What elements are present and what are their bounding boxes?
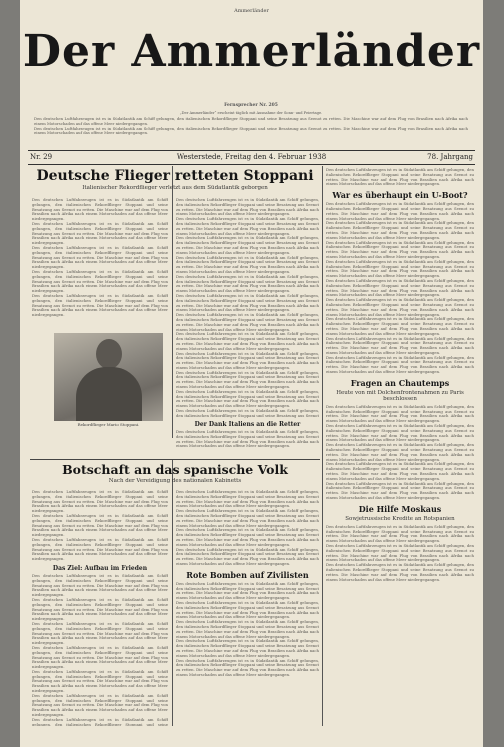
section-divider xyxy=(30,459,320,460)
article-botschaft xyxy=(30,462,320,487)
masthead-phone: Fernsprecher Nr. 205 xyxy=(224,103,278,108)
column-1-lower: Den deutschen Luftfahrzeugen ist es in Südatlantik am Schiff gelungen, den italienischen Rekordflieger Stoppani und seine Besatzung aus Seenot zu retten. Die Maschine war auf dem Flug von Brasilien nach Afrika nach einem Motorschaden auf das offene Meer niedergegangen. Den deutschen Luftfahrzeugen ist es in Südatlantik am Schiff gelungen, den italienischen Rekordflieger Stoppani und seine Besatzung aus Seenot zu retten. Die Maschine war auf dem Flug von Brasilien nach Afrika nach einem Motorschaden auf das offene Meer niedergegangen. Den deutschen Luftfahrzeugen ist es in Südatlantik am Schiff gelungen, den italienischen Rekordflieger Stoppani und seine Besatzung aus Seenot zu retten. Die Maschine war auf dem Flug von Brasilien nach Afrika nach einem Motorschaden auf das offene Meer niedergegangen. Das Ziel: Aufbau im Frieden Den deutschen Luftfahrzeugen ist es in Südatlantik am Schiff gelungen, den italienischen Rekordflieger Stoppani und seine Besatzung aus Seenot zu retten. Die Maschine war auf dem Flug von Brasilien nach Afrika nach einem Motorschaden auf das offene Meer niedergegangen. Den deutschen Luftfahrzeugen ist es in Südatlantik am Schiff gelungen, den italienischen Rekordflieger Stoppani und seine Besatzung aus Seenot zu retten. Die Maschine war auf dem Flug von Brasilien nach Afrika nach einem Motorschaden auf das offene Meer niedergegangen. Den deutschen Luftfahrzeugen ist es in Südatlantik am Schiff gelungen, den italienischen Rekordflieger Stoppani und seine Besatzung aus Seenot zu retten. Die Maschine war auf dem Flug von Brasilien nach Afrika nach einem Motorschaden auf das offene Meer niedergegangen. Den deutschen Luftfahrzeugen ist es in Südatlantik am Schiff gelungen, den italienischen Rekordflieger Stoppani und seine Besatzung aus Seenot zu retten. Die Maschine war auf dem Flug von Brasilien nach Afrika nach einem Motorschaden auf das offene Meer niedergegangen. Den deutschen Luftfahrzeugen ist es in Südatlantik am Schiff gelungen, den italienischen Rekordflieger Stoppani und seine Besatzung aus Seenot zu retten. Die Maschine war auf dem Flug von Brasilien nach Afrika nach einem Motorschaden auf das offene Meer niedergegangen. Den deutschen Luftfahrzeugen ist es in Südatlantik am Schiff gelungen, den italienischen Rekordflieger Stoppani und seine Besatzung aus Seenot zu retten. Die Maschine war auf dem Flug von Brasilien nach Afrika nach einem Motorschaden auf das offene Meer niedergegangen. Den deutschen Luftfahrzeugen ist es in Südatlantik am Schiff gelungen, den italienischen Rekordflieger Stoppani und seine xyxy=(32,490,168,726)
headline-aufbau: Das Ziel: Aufbau im Frieden xyxy=(52,564,148,572)
stoppani-photo xyxy=(54,333,163,421)
headline-chautemps: Fragen an Chautemps xyxy=(350,377,450,388)
photo-caption: Rekordflieger Mario Stoppani. xyxy=(77,422,140,427)
subhead-chautemps: Heute von mit Dolchenfrontenahmen zu Paris beschlossen xyxy=(336,389,464,402)
photo-figure-head xyxy=(96,339,122,369)
headline-dank-italiens: Der Dank Italiens an die Retter xyxy=(194,421,301,428)
masthead-publication-notice: „Der Ammerländer“ erscheint täglich mit Ausnahme der Sonn- und Feiertage. xyxy=(179,111,323,115)
headline-moskau: Die Hilfe Moskaus xyxy=(358,503,442,514)
photo-figure-body xyxy=(76,367,142,421)
masthead-title: Der Ammerländer xyxy=(22,26,481,77)
article-stoppani xyxy=(30,168,320,194)
volume-year: 78. Jahrgang xyxy=(427,153,473,161)
subhead-stoppani: Italienischer Rekordflieger verletzt aus dem Südatlantik geborgen xyxy=(82,185,268,191)
newspaper-page xyxy=(20,0,483,747)
issue-number: Nr. 29 xyxy=(30,153,53,161)
subhead-botschaft: Nach der Vereidigung des nationalen Kabinetts xyxy=(108,478,242,484)
column-1-text: Den deutschen Luftfahrzeugen ist es in Südatlantik am Schiff gelungen, den italienischen Rekordflieger Stoppani und seine Besatzung aus Seenot zu retten. Die Maschine war auf dem Flug von Brasilien nach Afrika nach einem Motorschaden auf das offene Meer niedergegangen. Den deutschen Luftfahrzeugen ist es in Südatlantik am Schiff gelungen, den italienischen Rekordflieger Stoppani und seine Besatzung aus Seenot zu retten. Die Maschine war auf dem Flug von Brasilien nach Afrika nach einem Motorschaden auf das offene Meer niedergegangen. Den deutschen Luftfahrzeugen ist es in Südatlantik am Schiff gelungen, den italienischen Rekordflieger Stoppani und seine Besatzung aus Seenot zu retten. Die Maschine war auf dem Flug von Brasilien nach Afrika nach einem Motorschaden auf das offene Meer niedergegangen. Den deutschen Luftfahrzeugen ist es in Südatlantik am Schiff gelungen, den italienischen Rekordflieger Stoppani und seine Besatzung aus Seenot zu retten. Die Maschine war auf dem Flug von Brasilien nach Afrika nach einem Motorschaden auf das offene Meer niedergegangen. Den deutschen Luftfahrzeugen ist es in Südatlantik am Schiff gelungen, den italienischen Rekordflieger Stoppani und seine Besatzung aus Seenot zu retten. Die Maschine war auf dem Flug von Brasilien nach Afrika nach einem Motorschaden auf das offene Meer niedergegangen. xyxy=(32,198,168,318)
subhead-moskau: Sowjetrussische Kredite an Rotspanien xyxy=(345,515,455,522)
column-2-text: Den deutschen Luftfahrzeugen ist es in Südatlantik am Schiff gelungen, den italienischen Rekordflieger Stoppani und seine Besatzung aus Seenot zu retten. Die Maschine war auf dem Flug von Brasilien nach Afrika nach einem Motorschaden auf das offene Meer niedergegangen. Den deutschen Luftfahrzeugen ist es in Südatlantik am Schiff gelungen, den italienischen Rekordflieger Stoppani und seine Besatzung aus Seenot zu retten. Die Maschine war auf dem Flug von Brasilien nach Afrika nach einem Motorschaden auf das offene Meer niedergegangen. Den deutschen Luftfahrzeugen ist es in Südatlantik am Schiff gelungen, den italienischen Rekordflieger Stoppani und seine Besatzung aus Seenot zu retten. Die Maschine war auf dem Flug von Brasilien nach Afrika nach einem Motorschaden auf das offene Meer niedergegangen. Den deutschen Luftfahrzeugen ist es in Südatlantik am Schiff gelungen, den italienischen Rekordflieger Stoppani und seine Besatzung aus Seenot zu retten. Die Maschine war auf dem Flug von Brasilien nach Afrika nach einem Motorschaden auf das offene Meer niedergegangen. Den deutschen Luftfahrzeugen ist es in Südatlantik am Schiff gelungen, den italienischen Rekordflieger Stoppani und seine Besatzung aus Seenot zu retten. Die Maschine war auf dem Flug von Brasilien nach Afrika nach einem Motorschaden auf das offene Meer niedergegangen. Den deutschen Luftfahrzeugen ist es in Südatlantik am Schiff gelungen, den italienischen Rekordflieger Stoppani und seine Besatzung aus Seenot zu retten. Die Maschine war auf dem Flug von Brasilien nach Afrika nach einem Motorschaden auf das offene Meer niedergegangen. Den deutschen Luftfahrzeugen ist es in Südatlantik am Schiff gelungen, den italienischen Rekordflieger Stoppani und seine Besatzung aus Seenot zu retten. Die Maschine war auf dem Flug von Brasilien nach Afrika nach einem Motorschaden auf das offene Meer niedergegangen. Den deutschen Luftfahrzeugen ist es in Südatlantik am Schiff gelungen, den italienischen Rekordflieger Stoppani und seine Besatzung aus Seenot zu retten. Die Maschine war auf dem Flug von Brasilien nach Afrika nach einem Motorschaden auf das offene Meer niedergegangen. Den deutschen Luftfahrzeugen ist es in Südatlantik am Schiff gelungen, den italienischen Rekordflieger Stoppani und seine Besatzung aus Seenot zu retten. Die Maschine war auf dem Flug von Brasilien nach Afrika nach einem Motorschaden auf das offene Meer niedergegangen. Den deutschen Luftfahrzeugen ist es in Südatlantik am Schiff gelungen, den italienischen Rekordflieger Stoppani und seine Besatzung aus Seenot zu retten. Die Maschine war auf dem Flug von Brasilien nach Afrika nach einem Motorschaden auf das offene Meer niedergegangen. Den deutschen Luftfahrzeugen ist es in Südatlantik am Schiff gelungen, den italienischen Rekordflieger Stoppani und seine Besatzung aus Seenot zu retten. Die Maschine war auf dem Flug von Brasilien nach Afrika nach einem Motorschaden auf das offene Meer niedergegangen. Den deutschen Luftfahrzeugen ist es in Südatlantik am Schiff gelungen, den italienischen Rekordflieger Stoppani und seine Besatzung aus Seenot xyxy=(176,198,319,418)
dateline-bar xyxy=(28,150,475,165)
masthead-subscription-info: Den deutschen Luftfahrzeugen ist es in Südatlantik am Schiff gelungen, den italienischen Rekordflieger Stoppani und seine Besatzung aus Seenot zu retten. Die Maschine war auf dem Flug von Brasilien nach Afrika nach einem Motorschaden auf das offene Meer niedergegangen. Den deutschen Luftfahrzeugen ist es in Südatlantik am Schiff gelungen, den italienischen Rekordflieger Stoppani und seine Besatzung aus Seenot zu retten. Die Maschine war auf dem Flug von Brasilien nach Afrika nach einem Motorschaden auf das offene Meer niedergegangen. xyxy=(34,117,468,136)
headline-stoppani: Deutsche Flieger retteten Stoppani xyxy=(36,168,314,184)
column-rule xyxy=(172,460,173,726)
masthead-top-label: Ammerländer xyxy=(234,8,269,14)
issue-date: Westerstede, Freitag den 4. Februar 1938 xyxy=(176,153,327,161)
column-3: Den deutschen Luftfahrzeugen ist es in Südatlantik am Schiff gelungen, den italienischen Rekordflieger Stoppani und seine Besatzung aus Seenot zu retten. Die Maschine war auf dem Flug von Brasilien nach Afrika nach einem Motorschaden auf das offene Meer niedergegangen. War es überhaupt ein U-Boot? Den deutschen Luftfahrzeugen ist es in Südatlantik am Schiff gelungen, den italienischen Rekordflieger Stoppani und seine Besatzung aus Seenot zu retten. Die Maschine war auf dem Flug von Brasilien nach Afrika nach einem Motorschaden auf das offene Meer niedergegangen. Den deutschen Luftfahrzeugen ist es in Südatlantik am Schiff gelungen, den italienischen Rekordflieger Stoppani und seine Besatzung aus Seenot zu retten. Die Maschine war auf dem Flug von Brasilien nach Afrika nach einem Motorschaden auf das offene Meer niedergegangen. Den deutschen Luftfahrzeugen ist es in Südatlantik am Schiff gelungen, den italienischen Rekordflieger Stoppani und seine Besatzung aus Seenot zu retten. Die Maschine war auf dem Flug von Brasilien nach Afrika nach einem Motorschaden auf das offene Meer niedergegangen. Den deutschen Luftfahrzeugen ist es in Südatlantik am Schiff gelungen, den italienischen Rekordflieger Stoppani und seine Besatzung aus Seenot zu retten. Die Maschine war auf dem Flug von Brasilien nach Afrika nach einem Motorschaden auf das offene Meer niedergegangen. Den deutschen Luftfahrzeugen ist es in Südatlantik am Schiff gelungen, den italienischen Rekordflieger Stoppani und seine Besatzung aus Seenot zu retten. Die Maschine war auf dem Flug von Brasilien nach Afrika nach einem Motorschaden auf das offene Meer niedergegangen. Den deutschen Luftfahrzeugen ist es in Südatlantik am Schiff gelungen, den italienischen Rekordflieger Stoppani und seine Besatzung aus Seenot zu retten. Die Maschine war auf dem Flug von Brasilien nach Afrika nach einem Motorschaden auf das offene Meer niedergegangen. Den deutschen Luftfahrzeugen ist es in Südatlantik am Schiff gelungen, den italienischen Rekordflieger Stoppani und seine Besatzung aus Seenot zu retten. Die Maschine war auf dem Flug von Brasilien nach Afrika nach einem Motorschaden auf das offene Meer niedergegangen. Den deutschen Luftfahrzeugen ist es in Südatlantik am Schiff gelungen, den italienischen Rekordflieger Stoppani und seine Besatzung aus Seenot zu retten. Die Maschine war auf dem Flug von Brasilien nach Afrika nach einem Motorschaden auf das offene Meer niedergegangen. Den deutschen Luftfahrzeugen ist es in Südatlantik am Schiff gelungen, den italienischen Rekordflieger Stoppani und seine Besatzung aus Seenot zu retten. Die Maschine war auf dem Flug von Brasilien nach Afrika nach einem Motorschaden auf das offene Meer niedergegangen. Fragen an Chautemps Heute von mit Dolchenfrontenahmen zu Paris beschlossen Den deutschen Luftfahrzeugen ist es in Südatlantik am Schiff gelungen, den italienischen Rekordflieger Stoppani und seine Besatzung aus Seenot zu retten. Die Maschine war auf dem Flug von Brasilien nach Afrika nach einem Motorschaden auf das offene Meer niedergegangen. Den deutschen Luftfahrzeugen ist es in Südatlantik am Schiff gelungen, den italienischen Rekordflieger Stoppani und seine Besatzung aus Seenot zu retten. Die Maschine war auf dem Flug von Brasilien nach Afrika nach einem Motorschaden auf das offene Meer niedergegangen. Den deutschen Luftfahrzeugen ist es in Südatlantik am Schiff gelungen, den italienischen Rekordflieger Stoppani und seine Besatzung aus Seenot zu retten. Die Maschine war auf dem Flug von Brasilien nach Afrika nach einem Motorschaden auf das offene Meer niedergegangen. Den deutschen Luftfahrzeugen ist es in Südatlantik am Schiff gelungen, den italienischen Rekordflieger Stoppani und seine Besatzung aus Seenot zu retten. Die Maschine war auf dem Flug von Brasilien nach Afrika nach einem Motorschaden auf das offene Meer niedergegangen. Den deutschen Luftfahrzeugen ist es in Südatlantik am Schiff gelungen, den italienischen Rekordflieger Stoppani und seine Besatzung aus Seenot zu retten. Die Maschine war auf dem Flug von Brasilien nach Afrika nach einem Motorschaden auf das offene Meer niedergegangen. Die Hilfe Moskaus Sowjetrussische Kredite an Rotspanien Den deutschen Luftfahrzeugen ist es in Südatlantik am Schiff gelungen, den italienischen Rekordflieger Stoppani und seine Besatzung aus Seenot zu retten. Die Maschine war auf dem Flug von Brasilien nach Afrika nach einem Motorschaden auf das offene Meer niedergegangen. Den deutschen Luftfahrzeugen ist es in Südatlantik am Schiff gelungen, den italienischen Rekordflieger Stoppani und seine Besatzung aus Seenot zu retten. Die Maschine war auf dem Flug von Brasilien nach Afrika nach einem Motorschaden auf das offene Meer niedergegangen. Den deutschen Luftfahrzeugen ist es in Südatlantik am Schiff gelungen, den italienischen Rekordflieger Stoppani und seine Besatzung aus Seenot zu retten. Die Maschine war auf dem Flug von Brasilien nach Afrika nach einem Motorschaden auf das offene Meer niedergegangen. xyxy=(326,168,474,582)
headline-botschaft: Botschaft an das spanische Volk xyxy=(62,462,288,477)
column-rule xyxy=(172,166,173,438)
column-rule xyxy=(322,166,323,726)
headline-rote-bomben: Rote Bomben auf Zivilisten xyxy=(186,569,309,580)
headline-u-boot: War es überhaupt ein U-Boot? xyxy=(332,190,468,201)
column-2-lower: Den deutschen Luftfahrzeugen ist es in Südatlantik am Schiff gelungen, den italienischen Rekordflieger Stoppani und seine Besatzung aus Seenot zu retten. Die Maschine war auf dem Flug von Brasilien nach Afrika nach einem Motorschaden auf das offene Meer niedergegangen. Den deutschen Luftfahrzeugen ist es in Südatlantik am Schiff gelungen, den italienischen Rekordflieger Stoppani und seine Besatzung aus Seenot zu retten. Die Maschine war auf dem Flug von Brasilien nach Afrika nach einem Motorschaden auf das offene Meer niedergegangen. Den deutschen Luftfahrzeugen ist es in Südatlantik am Schiff gelungen, den italienischen Rekordflieger Stoppani und seine Besatzung aus Seenot zu retten. Die Maschine war auf dem Flug von Brasilien nach Afrika nach einem Motorschaden auf das offene Meer niedergegangen. Den deutschen Luftfahrzeugen ist es in Südatlantik am Schiff gelungen, den italienischen Rekordflieger Stoppani und seine Besatzung aus Seenot zu retten. Die Maschine war auf dem Flug von Brasilien nach Afrika nach einem Motorschaden auf das offene Meer niedergegangen. Rote Bomben auf Zivilisten Den deutschen Luftfahrzeugen ist es in Südatlantik am Schiff gelungen, den italienischen Rekordflieger Stoppani und seine Besatzung aus Seenot zu retten. Die Maschine war auf dem Flug von Brasilien nach Afrika nach einem Motorschaden auf das offene Meer niedergegangen. Den deutschen Luftfahrzeugen ist es in Südatlantik am Schiff gelungen, den italienischen Rekordflieger Stoppani und seine Besatzung aus Seenot zu retten. Die Maschine war auf dem Flug von Brasilien nach Afrika nach einem Motorschaden auf das offene Meer niedergegangen. Den deutschen Luftfahrzeugen ist es in Südatlantik am Schiff gelungen, den italienischen Rekordflieger Stoppani und seine Besatzung aus Seenot zu retten. Die Maschine war auf dem Flug von Brasilien nach Afrika nach einem Motorschaden auf das offene Meer niedergegangen. Den deutschen Luftfahrzeugen ist es in Südatlantik am Schiff gelungen, den italienischen Rekordflieger Stoppani und seine Besatzung aus Seenot zu retten. Die Maschine war auf dem Flug von Brasilien nach Afrika nach einem Motorschaden auf das offene Meer niedergegangen. Den deutschen Luftfahrzeugen ist es in Südatlantik am Schiff gelungen, den italienischen Rekordflieger Stoppani und seine Besatzung aus Seenot zu retten. Die Maschine war auf dem Flug von Brasilien nach Afrika nach einem Motorschaden auf das offene Meer niedergegangen. xyxy=(176,490,319,677)
article-dank-italiens: Der Dank Italiens an die Retter Den deutschen Luftfahrzeugen ist es in Südatlantik am Schiff gelungen, den italienischen Rekordflieger Stoppani und seine Besatzung aus Seenot zu retten. Die Maschine war auf dem Flug von Brasilien nach Afrika nach einem Motorschaden auf das offene Meer niedergegangen. xyxy=(176,421,319,449)
